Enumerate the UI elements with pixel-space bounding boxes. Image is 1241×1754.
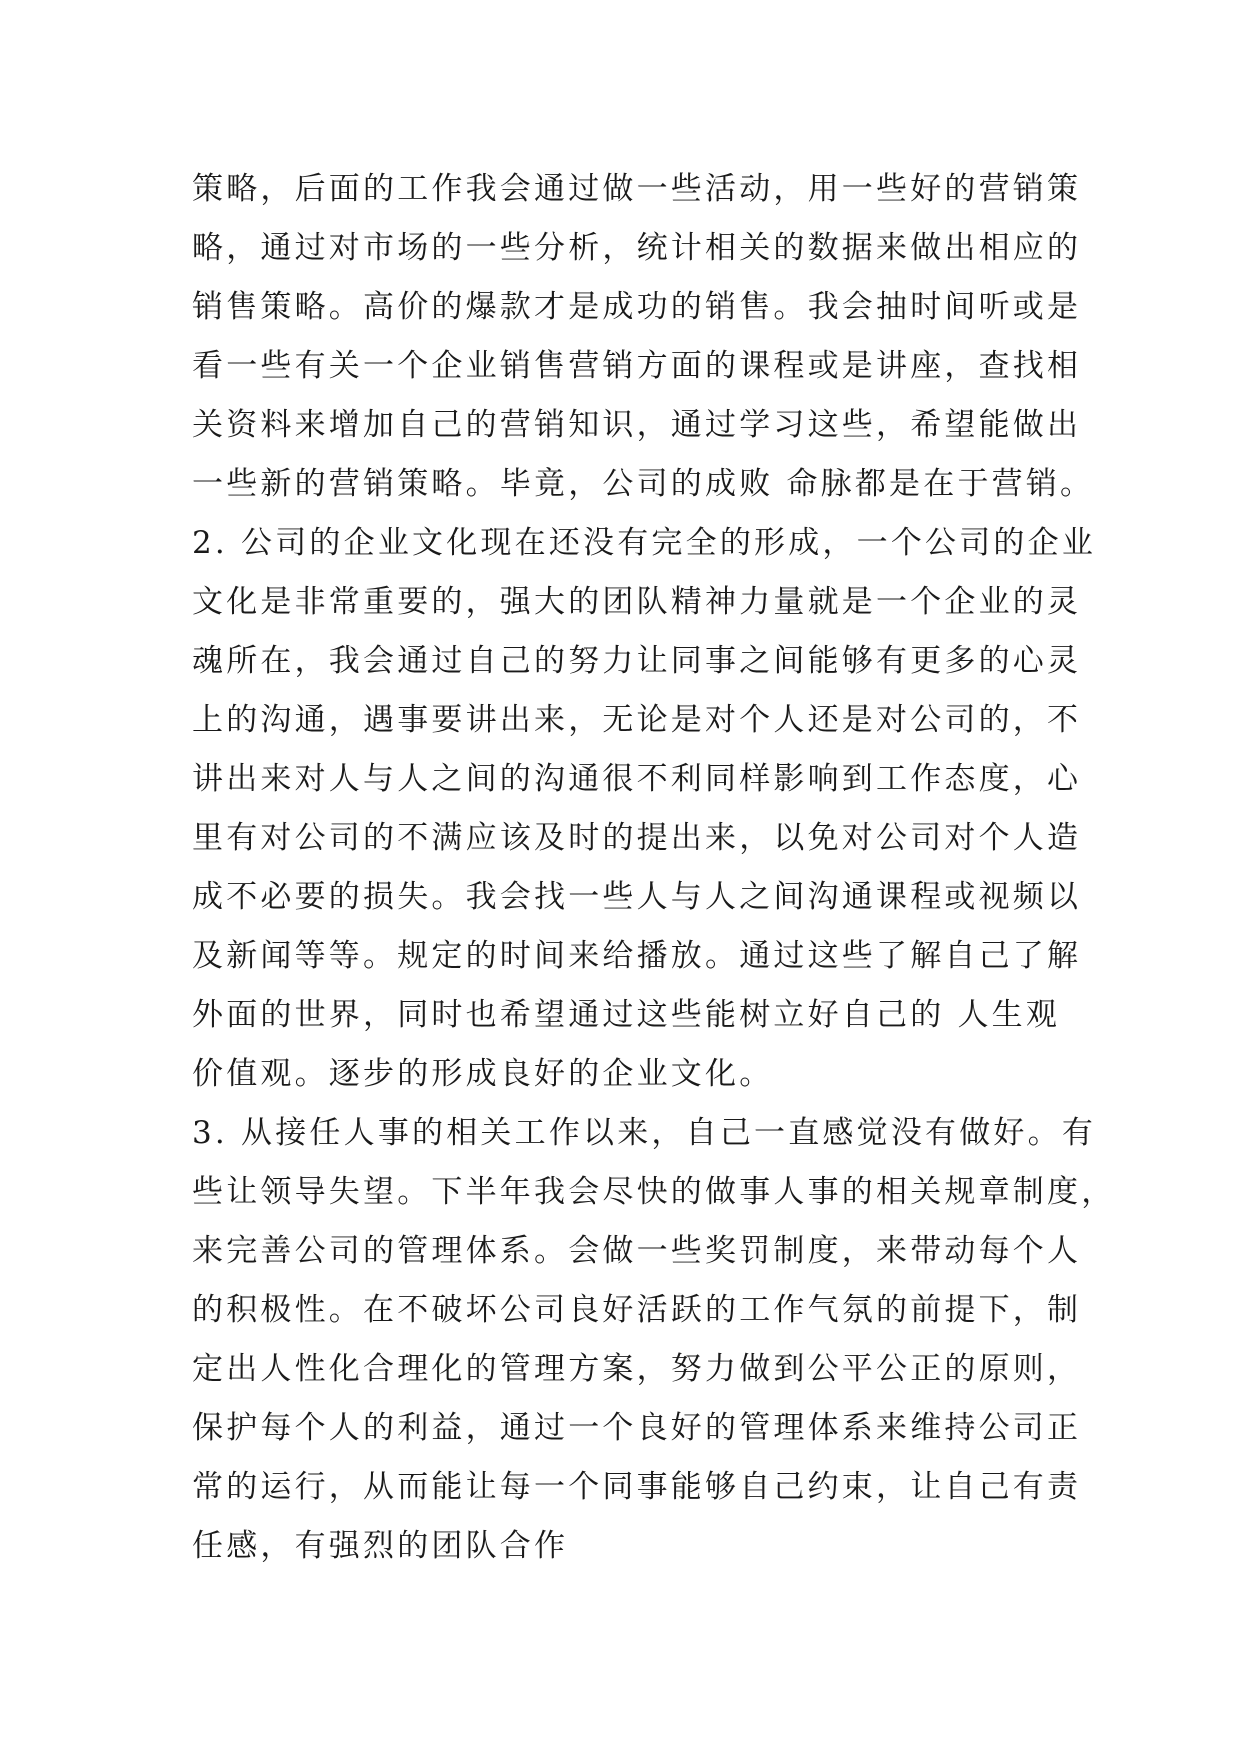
text-line: 文化是非常重要的，强大的团队精神力量就是一个企业的灵 (192, 584, 1082, 620)
text-line: 略，通过对市场的一些分析，统计相关的数据来做出相应的 (192, 230, 1082, 266)
text-line: 2. 公司的企业文化现在还没有完全的形成，一个公司的企业 (192, 525, 1097, 561)
text-line: 价值观。逐步的形成良好的企业文化。 (192, 1056, 774, 1092)
text-line: 策略，后面的工作我会通过做一些活动，用一些好的营销策 (192, 171, 1082, 207)
text-line: 上的沟通，遇事要讲出来，无论是对个人还是对公司的，不 (192, 702, 1082, 738)
text-line: 定出人性化合理化的管理方案，努力做到公平公正的原则， (192, 1351, 1082, 1387)
text-line: 些让领导失望。下半年我会尽快的做事人事的相关规章制度， (192, 1174, 1116, 1210)
body-text (192, 160, 1116, 1576)
text-line: 来完善公司的管理体系。会做一些奖罚制度，来带动每个人 (192, 1233, 1082, 1269)
text-line: 一些新的营销策略。毕竟，公司的成败 命脉都是在于营销。 (192, 466, 1095, 502)
text-line: 看一些有关一个企业销售营销方面的课程或是讲座，查找相 (192, 348, 1082, 384)
text-line: 及新闻等等。规定的时间来给播放。通过这些了解自己了解 (192, 938, 1082, 974)
text-line: 销售策略。高价的爆款才是成功的销售。我会抽时间听或是 (192, 289, 1082, 325)
text-line: 常的运行，从而能让每一个同事能够自己约束，让自己有责 (192, 1469, 1082, 1505)
text-line: 任感，有强烈的团队合作 (192, 1528, 569, 1564)
text-line: 成不必要的损失。我会找一些人与人之间沟通课程或视频以 (192, 879, 1082, 915)
text-line: 讲出来对人与人之间的沟通很不利同样影响到工作态度，心 (192, 761, 1082, 797)
text-line: 的积极性。在不破坏公司良好活跃的工作气氛的前提下，制 (192, 1292, 1082, 1328)
text-line: 3. 从接任人事的相关工作以来，自己一直感觉没有做好。有 (192, 1115, 1097, 1151)
text-line: 关资料来增加自己的营销知识，通过学习这些，希望能做出 (192, 407, 1082, 443)
text-line: 保护每个人的利益，通过一个良好的管理体系来维持公司正 (192, 1410, 1082, 1446)
text-line: 外面的世界，同时也希望通过这些能树立好自己的 人生观 (192, 997, 1061, 1033)
text-line: 魂所在，我会通过自己的努力让同事之间能够有更多的心灵 (192, 643, 1082, 679)
text-line: 里有对公司的不满应该及时的提出来，以免对公司对个人造 (192, 820, 1082, 856)
